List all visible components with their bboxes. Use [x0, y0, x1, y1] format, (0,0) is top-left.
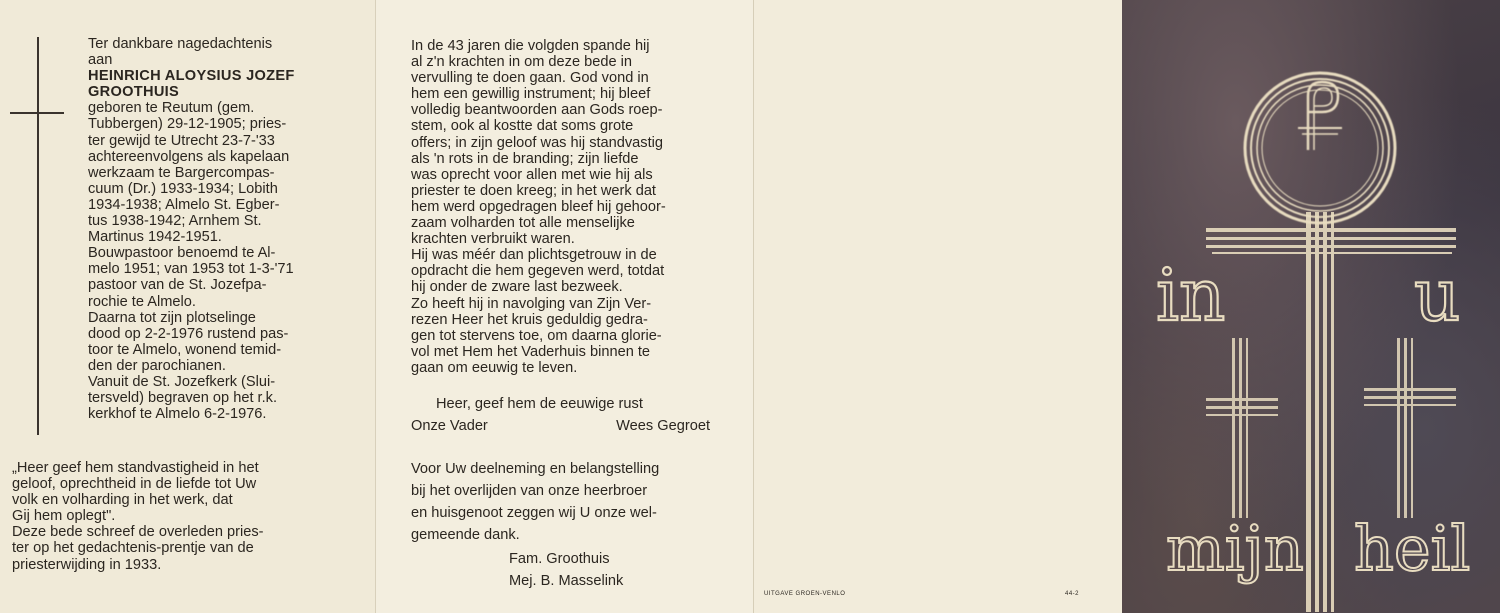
memorial-card-back — [754, 0, 1122, 613]
prayer-hail-mary: Wees Gegroet — [616, 418, 710, 434]
tribute-line: vol met Hem het Vaderhuis binnen te — [411, 343, 651, 360]
dedication-line: Ter dankbare nagedachtenis — [88, 36, 273, 52]
tribute-line: In de 43 jaren die volgden spande hij — [411, 38, 650, 54]
print-code: 44-2 — [1065, 591, 1080, 597]
tribute-line: Zo heeft hij in navolging van Zijn Ver- — [411, 295, 652, 312]
artwork-word-u: u — [1414, 253, 1461, 337]
cover-artwork — [1122, 0, 1500, 613]
artwork-word-in: in — [1156, 253, 1226, 337]
quote-line: geloof, oprechtheid in de liefde tot Uw — [12, 476, 257, 493]
tribute-line: was oprecht voor allen met wie hij als — [411, 166, 653, 183]
memorial-card-front-text — [0, 0, 376, 613]
biography-line: Bouwpastoor benoemd te Al- — [88, 245, 276, 262]
biography-line: pastoor van de St. Jozefpa- — [88, 277, 267, 294]
prayer-names — [411, 418, 710, 434]
thanks-line: en huisgenoot zeggen wij U onze wel- — [411, 505, 657, 521]
biography-line: Martinus 1942-1951. — [88, 229, 222, 246]
cross-artwork-svg — [1122, 0, 1500, 613]
biography-line: kerkhof te Almelo 6-2-1976. — [88, 406, 267, 423]
biography-line: achtereenvolgens als kapelaan — [88, 148, 290, 165]
signatory-masselink: Mej. B. Masselink — [509, 573, 624, 589]
tribute-line: vervulling te doen gaan. God vond in — [411, 70, 649, 87]
biography-line: Daarna tot zijn plotselinge — [88, 309, 256, 326]
biography-line: 1934-1938; Almelo St. Egber- — [88, 196, 280, 213]
signatories — [509, 548, 623, 592]
biography-line: toor te Almelo, wonend temid- — [88, 341, 282, 358]
artwork-word-heil: heil — [1354, 512, 1471, 585]
deceased-surname: GROOTHUIS — [88, 84, 180, 101]
thanks-text — [411, 458, 710, 546]
tribute-line: offers; in zijn geloof was hij standvastig — [411, 134, 664, 151]
biography-line: rochie te Almelo. — [88, 293, 196, 310]
prayer-line: Heer, geef hem de eeuwige rust — [436, 396, 643, 412]
biography-line: tersveld) begraven op het r.k. — [88, 390, 278, 407]
quote-block — [12, 460, 312, 573]
tribute-line: krachten verbruikt waren. — [411, 231, 575, 248]
tribute-line: Hij was méér dan plichtsgetrouw in de — [411, 247, 657, 264]
tribute-line: als 'n rots in de branding; zijn liefde — [411, 150, 639, 167]
prayer-our-father: Onze Vader — [411, 418, 488, 434]
signatory-family: Fam. Groothuis — [509, 551, 610, 567]
cross-icon-vertical — [37, 37, 39, 435]
chi-rho-circle-icon — [1245, 73, 1395, 223]
quote-line: Gij hem oplegt". — [12, 508, 116, 525]
biography-line: cuum (Dr.) 1933-1934; Lobith — [88, 180, 278, 197]
cross-icon-horizontal — [10, 112, 64, 114]
dedication-block — [88, 36, 312, 422]
quote-line: ter op het gedachtenis-prentje van de — [12, 540, 254, 557]
tribute-line: hem werd opgedragen bleef hij gehoor- — [411, 198, 666, 215]
deceased-name: HEINRICH ALOYSIUS JOZEF — [88, 68, 295, 85]
right-cross-icon — [1364, 338, 1456, 518]
left-cross-icon — [1206, 338, 1278, 518]
biography — [88, 100, 312, 422]
quote-line: „Heer geef hem standvastigheid in het — [12, 460, 259, 476]
tribute-line: hem een gewillig instrument; hij bleef — [411, 86, 651, 103]
tribute-line: priester te doen kreeg; in het werk dat — [411, 182, 656, 199]
quote-line: Deze bede schreef de overleden pries- — [12, 524, 264, 541]
tribute-line: gaan om eeuwig te leven. — [411, 359, 578, 376]
thanks-line: Voor Uw deelneming en belangstelling — [411, 461, 660, 477]
biography-line: tus 1938-1942; Arnhem St. — [88, 213, 262, 230]
dedication-line: aan — [88, 52, 113, 69]
biography-line: werkzaam te Bargercompas- — [88, 164, 275, 181]
tribute-text — [411, 38, 710, 376]
thanks-line: bij het overlijden van onze heerbroer — [411, 483, 648, 499]
biography-line: melo 1951; van 1953 tot 1-3-'71 — [88, 261, 294, 278]
quote-line: priesterwijding in 1933. — [12, 556, 162, 573]
artwork-word-mijn: mijn — [1166, 512, 1304, 585]
biography-line: geboren te Reutum (gem. — [88, 100, 255, 117]
tribute-line: opdracht die hem gegeven werd, totdat — [411, 263, 665, 280]
tribute-line: al z'n krachten in om deze bede in — [411, 54, 633, 71]
biography-line: Tubbergen) 29-12-1905; pries- — [88, 116, 287, 133]
tribute-line: zaam volharden tot alle menselijke — [411, 215, 635, 232]
tribute-line: gen tot stervens toe, om daarna glorie- — [411, 327, 662, 344]
biography-line: ter gewijd te Utrecht 23-7-'33 — [88, 132, 275, 149]
biography-line: den der parochianen. — [88, 357, 226, 374]
tribute-line: stem, ook al kostte dat soms grote — [411, 118, 634, 135]
tribute-line: volledig beantwoorden aan Gods roep- — [411, 102, 663, 119]
biography-line: Vanuit de St. Jozefkerk (Slui- — [88, 373, 276, 390]
quote-line: volk en volharding in het werk, dat — [12, 492, 233, 509]
memorial-card-inner-text — [376, 0, 754, 613]
thanks-line: gemeende dank. — [411, 527, 520, 543]
tribute-line: rezen Heer het kruis geduldig gedra- — [411, 311, 648, 328]
publisher-imprint: UITGAVE GROEN-VENLO — [764, 591, 846, 597]
biography-line: dood op 2-2-1976 rustend pas- — [88, 325, 289, 342]
tribute-line: hij onder de zware last bezweek. — [411, 279, 623, 296]
